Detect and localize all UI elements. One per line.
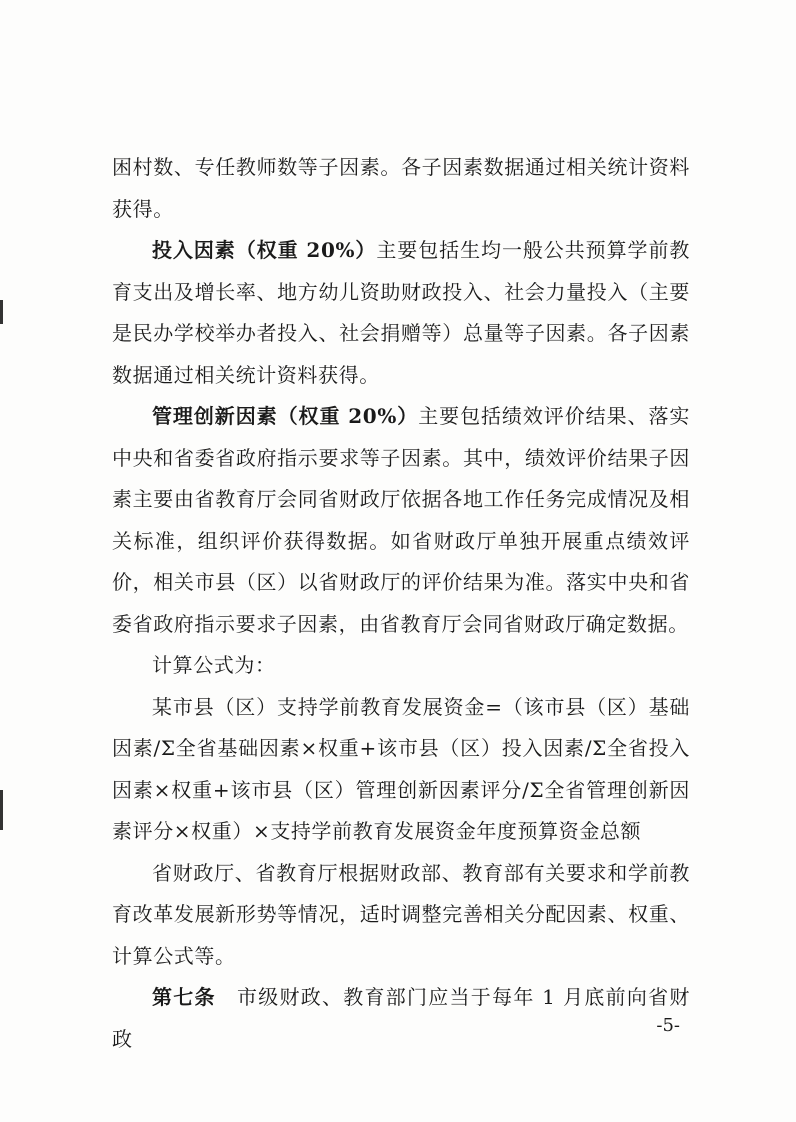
page-number: -5- <box>656 1015 680 1036</box>
paragraph-formula <box>112 687 690 853</box>
scan-edge-mark-top <box>0 300 3 324</box>
scan-edge-mark-bottom <box>0 790 3 830</box>
paragraph-lead: 投入因素（权重 20%） <box>152 238 377 262</box>
paragraph-management-factor <box>112 396 690 645</box>
paragraph-text: 市级财政、教育部门应当于每年 1 月底前向省财政 <box>112 985 690 1051</box>
paragraph-lead: 第七条 <box>152 985 216 1009</box>
paragraph-formula-intro <box>112 645 690 687</box>
paragraph-text: 省财政厅、省教育厅根据财政部、教育部有关要求和学前教育改革发展新形势等情况，适时调整完善相关分配因素、权重、计算公式等。 <box>112 860 690 968</box>
paragraph-article-seven <box>112 977 690 1060</box>
paragraph-lead: 管理创新因素（权重 20%） <box>152 404 419 428</box>
paragraph-text: 计算公式为： <box>152 653 276 677</box>
paragraph-text: 主要包括生均一般公共预算学前教育支出及增长率、地方幼儿资助财政投入、社会力量投入（主要是民办学校举办者投入、社会捐赠等）总量等子因素。各子因素数据通过相关统计资料获得。 <box>112 238 691 387</box>
paragraph-text: 某市县（区）支持学前教育发展资金=（该市县（区）基础因素/Σ全省基础因素×权重+该市县（区）投入因素/Σ全省投入因素×权重+该市县（区）管理创新因素评分/Σ全省管理创新因素评分×权重）×支持学前教育发展资金年度预算资金总额 <box>112 694 690 843</box>
body-text <box>112 147 690 1060</box>
paragraph-adjustment <box>112 853 690 978</box>
paragraph-text: 困村数、专任教师数等子因素。各子因素数据通过相关统计资料获得。 <box>112 155 690 221</box>
paragraph-continuation <box>112 147 690 230</box>
paragraph-input-factor <box>112 230 690 396</box>
paragraph-text: 主要包括绩效评价结果、落实中央和省委省政府指示要求等子因素。其中，绩效评价结果子因素主要由省教育厅会同省财政厅依据各地工作任务完成情况及相关标准，组织评价获得数据。如省财政厅单独开展重点绩效评价，相关市县（区）以省财政厅的评价结果为准。落实中央和省委省政府指示要求子因素，由省教育厅会同省财政厅确定数据。 <box>112 404 690 636</box>
